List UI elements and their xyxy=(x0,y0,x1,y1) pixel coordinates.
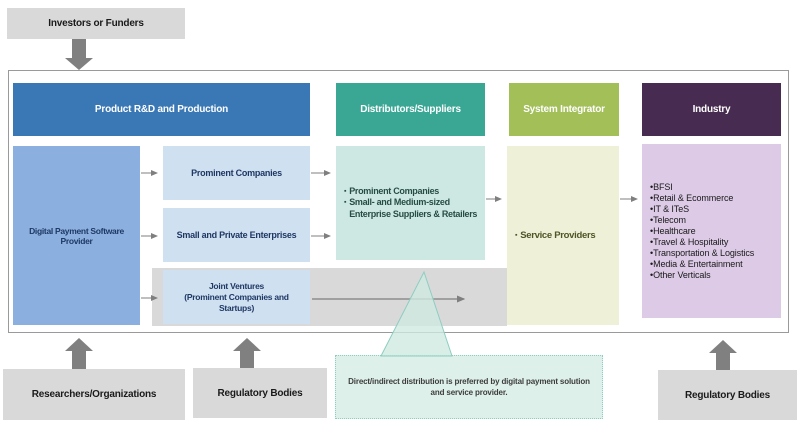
header-system-integrator-label: System Integrator xyxy=(523,104,605,115)
regulatory-bodies-left-label: Regulatory Bodies xyxy=(217,387,303,399)
bullet-icon: • xyxy=(650,269,654,280)
bullet-icon: • xyxy=(650,258,654,269)
list-item xyxy=(650,270,777,281)
list-item xyxy=(344,197,480,220)
list-item-label: Prominent Companies xyxy=(349,185,440,196)
list-item-label: Telecom xyxy=(653,214,686,225)
list-item-label: BFSI xyxy=(653,181,673,192)
list-item-label: Media & Entertainment xyxy=(653,258,743,269)
bullet-icon: • xyxy=(650,225,654,236)
header-distributors xyxy=(336,83,485,136)
header-industry xyxy=(642,83,781,136)
list-item xyxy=(515,230,615,242)
list-item xyxy=(650,248,777,259)
list-item-label: Small- and Medium-sized Enterprise Suppliers & Retailers xyxy=(349,197,478,219)
list-item xyxy=(650,182,777,193)
list-item-label: Travel & Hospitality xyxy=(653,236,729,247)
distribution-callout xyxy=(335,355,603,419)
list-item xyxy=(650,237,777,248)
regulatory-left-up-arrow xyxy=(233,338,261,368)
list-item xyxy=(344,186,480,198)
joint-ventures-line1: Joint Ventures xyxy=(208,280,265,291)
service-providers-box xyxy=(507,146,619,325)
investors-down-arrow xyxy=(65,39,93,70)
bullet-icon: ▪ xyxy=(515,231,518,239)
distributors-content-box xyxy=(336,146,485,260)
header-system-integrator xyxy=(509,83,619,136)
distribution-callout-text: Direct/indirect distribution is preferred by digital payment solution and service provider. xyxy=(348,377,590,397)
list-item-label: IT & ITeS xyxy=(653,203,690,214)
researchers-label: Researchers/Organizations xyxy=(31,389,157,400)
bullet-icon: ▪ xyxy=(344,199,347,207)
bullet-icon: • xyxy=(650,214,654,225)
industry-verticals-box xyxy=(642,144,781,318)
researchers-box xyxy=(3,369,185,420)
list-item xyxy=(650,215,777,226)
regulatory-bodies-right-box xyxy=(658,370,797,420)
header-product-rnd xyxy=(13,83,310,136)
list-item xyxy=(650,226,777,237)
investors-label: Investors or Funders xyxy=(48,18,144,29)
regulatory-bodies-right-label: Regulatory Bodies xyxy=(685,389,770,401)
prominent-companies-box xyxy=(163,146,310,200)
investors-box xyxy=(7,8,185,39)
bullet-icon: ▪ xyxy=(344,187,347,195)
joint-ventures-box xyxy=(163,270,310,324)
header-distributors-label: Distributors/Suppliers xyxy=(360,104,461,115)
small-private-enterprises-label: Small and Private Enterprises xyxy=(176,230,297,240)
header-industry-label: Industry xyxy=(692,104,731,115)
bullet-icon: • xyxy=(650,181,654,192)
list-item xyxy=(650,259,777,270)
regulatory-right-up-arrow xyxy=(709,340,737,370)
list-item xyxy=(650,204,777,215)
list-item-label: Other Verticals xyxy=(653,269,711,280)
prominent-companies-label: Prominent Companies xyxy=(191,168,282,178)
small-private-enterprises-box xyxy=(163,208,310,262)
digital-payment-provider-label: Digital Payment Software Provider xyxy=(29,225,124,246)
regulatory-bodies-left-box xyxy=(193,368,327,418)
joint-ventures-line2: (Prominent Companies and Startups) xyxy=(184,291,289,313)
bullet-icon: • xyxy=(650,192,654,203)
bullet-icon: • xyxy=(650,236,654,247)
list-item-label: Retail & Ecommerce xyxy=(653,192,734,203)
list-item-label: Transportation & Logistics xyxy=(653,247,755,258)
bullet-icon: • xyxy=(650,247,654,258)
list-item-label: Healthcare xyxy=(653,225,696,236)
list-item-label: Service Providers xyxy=(520,229,596,241)
header-product-rnd-label: Product R&D and Production xyxy=(94,104,229,115)
list-item xyxy=(650,193,777,204)
digital-payment-provider-box xyxy=(13,146,140,325)
researchers-up-arrow xyxy=(65,338,93,369)
bullet-icon: • xyxy=(650,203,654,214)
